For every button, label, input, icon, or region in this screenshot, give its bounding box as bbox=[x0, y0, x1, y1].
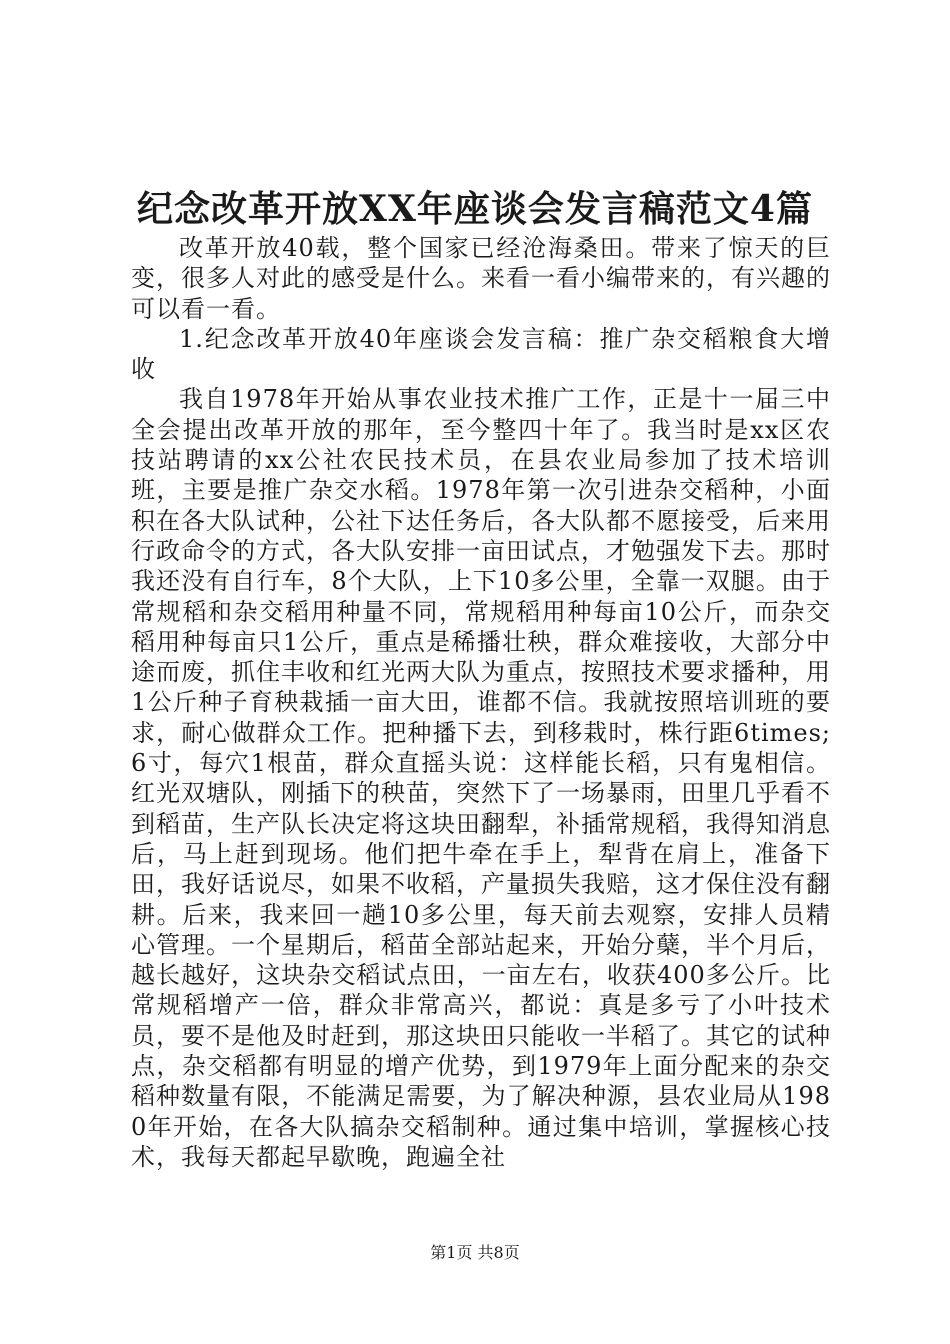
document-body bbox=[131, 233, 831, 1172]
page-number-footer: 第1页 共8页 bbox=[430, 1243, 520, 1262]
paragraph-section-heading: 1.纪念改革开放40年座谈会发言稿：推广杂交稻粮食大增收 bbox=[131, 324, 831, 384]
document-title: 纪念改革开放XX年座谈会发言稿范文4篇 bbox=[137, 188, 813, 230]
paragraph-intro: 改革开放40载，整个国家已经沧海桑田。带来了惊天的巨变，很多人对此的感受是什么。来看一看小编带来的，有兴趣的可以看一看。 bbox=[131, 234, 831, 323]
paragraph-main: 我自1978年开始从事农业技术推广工作，正是十一届三中全会提出改革开放的那年，至今整四十年了。我当时是xx区农技站聘请的xx公社农民技术员，在县农业局参加了技术培训班，主要是推广杂交水稻。1978年第一次引进杂交稻种，小面积在各大队试种，公社下达任务后，各大队都不愿接受，后来用行政命令的方式，各大队安排一亩田试点，才勉强发下去。那时我还没有自行车，8个大队，上下10多公里，全靠一双腿。由于常规稻和杂交稻用种量不同，常规稻用种每亩10公斤，而杂交稻用种每亩只1公斤，重点是稀播壮秧，群众难接收，大部分中途而废，抓住丰收和红光两大队为重点，按照技术要求播种，用1公斤种子育秧栽插一亩大田，谁都不信。我就按照培训班的要求，耐心做群众工作。把种播下去，到移栽时，株行距6times;6寸，每穴1根苗，群众直摇头说：这样能长稻，只有鬼相信。红光双塘队，刚插下的秧苗，突然下了一场暴雨，田里几乎看不到稻苗，生产队长决定将这块田翻犁，补插常规稻，我得知消息后，马上赶到现场。他们把牛牵在手上，犁背在肩上，准备下田，我好话说尽，如果不收稻，产量损失我赔，这才保住没有翻耕。后来，我来回一趟10多公里，每天前去观察，安排人员精心管理。一个星期后，稻苗全部站起来，开始分蘖，半个月后，越长越好，这块杂交稻试点田，一亩左右，收获400多公斤。比常规稻增产一倍，群众非常高兴，都说：真是多亏了小叶技术员，要不是他及时赶到，那这块田只能收一半稻了。其它的试种点，杂交稻都有明显的增产优势，到1979年上面分配来的杂交稻种数量有限，不能满足需要，为了解决种源，县农业局从1980年开始，在各大队搞杂交稻制种。通过集中培训，掌握核心技术，我每天都起早歇晚，跑遍全社 bbox=[131, 385, 831, 1171]
